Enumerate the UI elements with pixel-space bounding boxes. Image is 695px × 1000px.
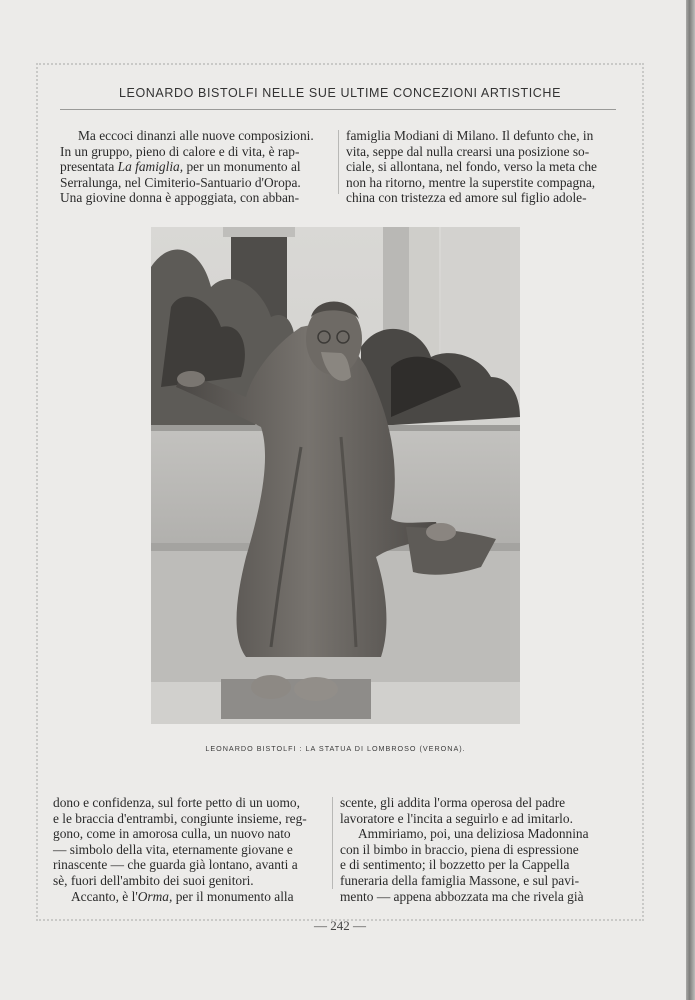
column-divider xyxy=(332,797,333,889)
text-span: presentata xyxy=(60,159,118,175)
book-binding-edge xyxy=(686,0,695,1000)
column-divider xyxy=(338,130,339,194)
text-line: vita, seppe dal nulla crearsi una posizione so- xyxy=(346,143,590,159)
lombroso-statue-image xyxy=(151,227,520,724)
text-line xyxy=(60,159,330,175)
text-line: e di sentimento; il bozzetto per la Cappella xyxy=(340,857,570,873)
text-line: sè, fuori dell'ambito dei suoi genitori. xyxy=(53,872,254,888)
text-line: famiglia Modiani di Milano. Il defunto che, in xyxy=(346,128,594,143)
work-title-orma: Orma, xyxy=(137,888,173,904)
page-number: — 242 — xyxy=(314,918,366,933)
text-line: — simbolo della vita, eternamente giovane e xyxy=(53,841,293,857)
text-line: In un gruppo, pieno di calore e di vita, è rap- xyxy=(60,143,300,159)
text-line: china con tristezza ed amore sul figlio adole- xyxy=(346,190,587,206)
header-rule xyxy=(60,109,616,110)
text-line xyxy=(53,889,325,905)
text-line: mento — appena abbozzata ma che rivela già xyxy=(340,888,584,904)
text-line: lavoratore e l'incita a seguirlo e ad imitarlo. xyxy=(340,810,573,826)
statue-photograph xyxy=(151,227,520,724)
text-line: e le braccia d'entrambi, congiunte insieme, reg- xyxy=(53,810,307,826)
text-line: gono, come in amorosa culla, un nuovo nato xyxy=(53,826,291,842)
bottom-right-column xyxy=(340,795,612,904)
text-line: dono e confidenza, sul forte petto di un uomo, xyxy=(53,795,300,810)
top-left-column xyxy=(60,128,330,206)
text-line: Serralunga, nel Cimiterio-Santuario d'Oropa. xyxy=(60,174,301,190)
text-line: funeraria della famiglia Massone, e sul pavi- xyxy=(340,872,580,888)
text-span: per il monumento alla xyxy=(172,888,294,904)
text-line: ciale, si allontana, nel fondo, verso la meta che xyxy=(346,159,597,175)
text-line: scente, gli addita l'orma operosa del padre xyxy=(340,795,566,810)
work-title-la-famiglia: La famiglia, xyxy=(117,159,184,175)
figure-caption: LEONARDO BISTOLFI : LA STATUA DI LOMBROSO (VERONA). xyxy=(205,744,466,753)
text-span: Accanto, è l' xyxy=(71,888,138,904)
top-right-column xyxy=(346,128,616,206)
text-line: non ha ritorno, mentre la superstite compagna, xyxy=(346,174,596,190)
text-line: rinascente — che guarda già lontano, avanti a xyxy=(53,857,298,873)
text-line: Ammiriamo, poi, una deliziosa Madonnina xyxy=(358,826,589,842)
bottom-left-column xyxy=(53,795,325,904)
text-line: Ma eccoci dinanzi alle nuove composizioni. xyxy=(78,128,314,143)
text-span: per un monumento al xyxy=(183,159,301,175)
running-header: LEONARDO BISTOLFI NELLE SUE ULTIME CONCEZIONI ARTISTICHE xyxy=(118,86,562,100)
text-line: Una giovine donna è appoggiata, con abban- xyxy=(60,190,300,206)
text-line: con il bimbo in braccio, piena di espressione xyxy=(340,841,579,857)
